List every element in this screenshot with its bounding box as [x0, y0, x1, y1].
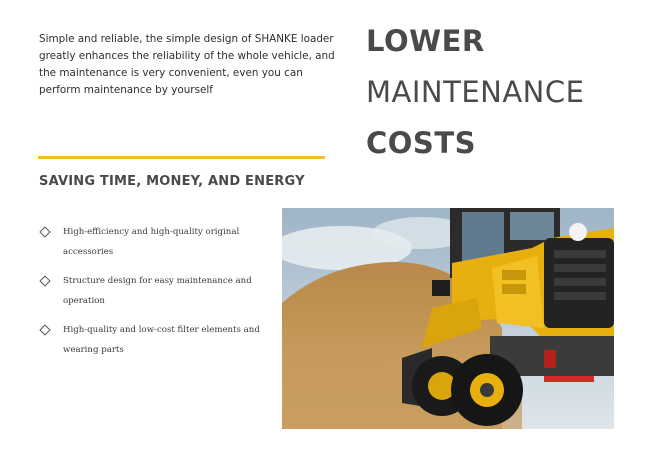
diamond-bullet-icon [39, 324, 50, 335]
feature-text: High-efficiency and high-quality original accessories [63, 227, 240, 257]
feature-list [39, 222, 269, 369]
feature-text: Structure design for easy maintenance and operation [63, 276, 252, 306]
feature-item [39, 320, 269, 360]
headline-line-2: MAINTENANCE [366, 75, 585, 109]
headline-line-3: COSTS [366, 126, 476, 160]
feature-item [39, 222, 269, 262]
feature-item [39, 271, 269, 311]
wheel-loader-illustration [282, 208, 614, 429]
diamond-bullet-icon [39, 275, 50, 286]
intro-paragraph: Simple and reliable, the simple design of SHANKE loader greatly enhances the reliability of the whole vehicle, and the maintenance is very convenient, even you can perform maintenance by yourself [39, 33, 335, 96]
wheel-loader-photo [282, 208, 614, 429]
diamond-bullet-icon [39, 226, 50, 237]
headline [366, 16, 584, 169]
feature-text: High-quality and low-cost filter elements and wearing parts [63, 325, 260, 355]
accent-divider [38, 156, 325, 159]
section-title: SAVING TIME, MONEY, AND ENERGY [39, 174, 305, 189]
headline-line-1: LOWER [366, 24, 485, 58]
